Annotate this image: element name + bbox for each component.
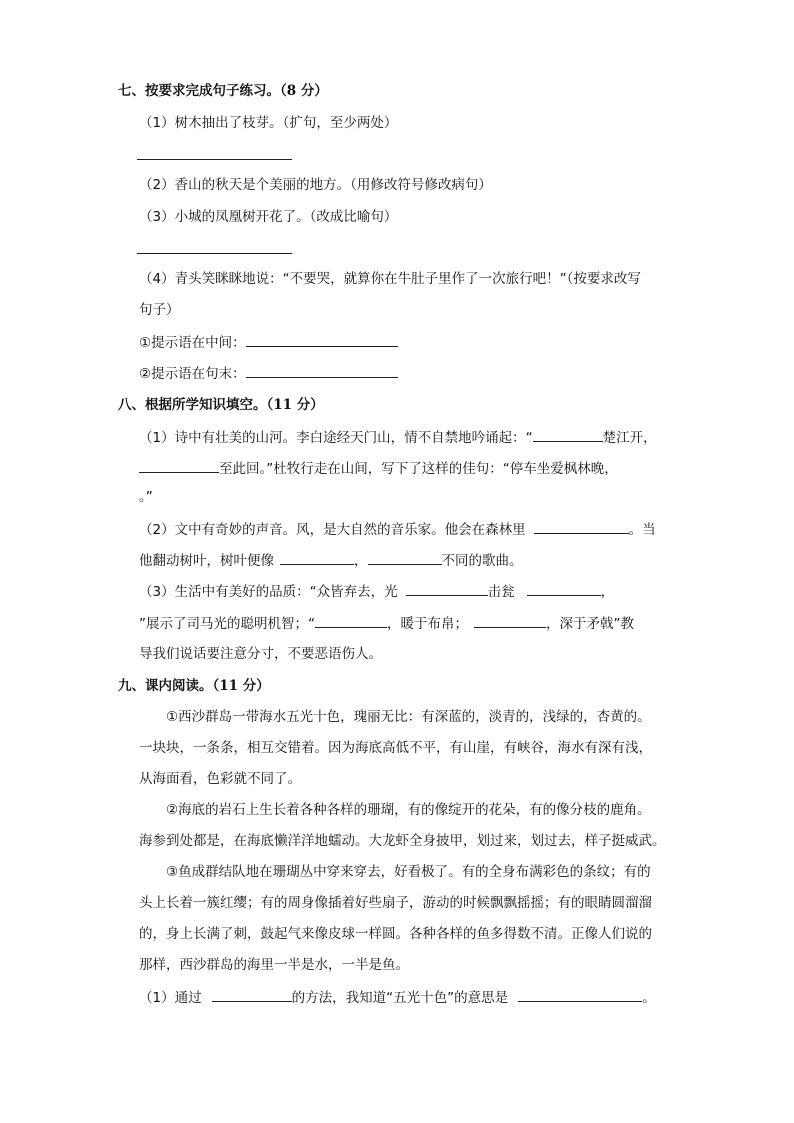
s9-passage-p3-line4: 那样，西沙群岛的海里一半是水，一半是鱼。 (139, 957, 409, 973)
s7-option-1-label: ①提示语在中间： (139, 335, 246, 351)
s7-question-2: （2）香山的秋天是个美丽的地方。（用修改符号修改病句） (139, 177, 492, 193)
s8-q2-blank-1[interactable] (534, 519, 629, 534)
s9-q1-blank-2[interactable] (518, 987, 642, 1002)
s9-q1-blank-1[interactable] (212, 987, 292, 1002)
s9-q1-text-b: 的方法，我知道“五光十色”的意思是 (291, 990, 509, 1006)
s7-question-4-line1: （4）青头笑眯眯地说：“不要哭，就算你在牛肚子里作了一次旅行吧！”（按要求改写 (139, 271, 641, 287)
s8-q1-text-c: 至此回。”杜牧行走在山间，写下了这样的佳句：“停车坐爱枫林晚， (219, 461, 618, 477)
s8-q3-text-c: ， (600, 584, 615, 600)
s9-passage-p3-line1: ③鱼成群结队地在珊瑚丛中穿来穿去，好看极了。有的全身布满彩色的条纹；有的 (166, 864, 651, 880)
section-9-heading: 九、课内阅读。（11 分） (118, 678, 270, 694)
s8-q2-line1 (139, 519, 656, 540)
s7-question-1: （1）树木抽出了枝芽。（扩句，至少两处） (139, 115, 398, 131)
s8-q3-blank-3[interactable] (315, 613, 387, 628)
s8-q3-line1 (139, 581, 614, 602)
s8-q2-text-c: 他翻动树叶，树叶便像 (139, 553, 274, 569)
s8-q2-text-e: 不同的歌曲。 (441, 553, 523, 569)
s8-q3-text-b: 击瓮 (487, 584, 515, 600)
section-7-heading: 七、按要求完成句子练习。（8 分） (118, 83, 328, 99)
s8-q2-text-d: ， (354, 553, 368, 569)
s8-q2-blank-3[interactable] (368, 550, 442, 565)
s8-q3-blank-4[interactable] (474, 613, 546, 628)
s8-q2-text-b: 。当 (628, 522, 656, 538)
s9-passage-p1-line2: 一块块，一条条，相互交错着。因为海底高低不平，有山崖，有峡谷，海水有深有浅， (139, 740, 652, 756)
s8-q3-line2 (139, 613, 634, 634)
s9-passage-p3-line3: 的，身上长满了刺，鼓起气来像皮球一样圆。各种各样的鱼多得数不清。正像人们说的 (139, 926, 652, 942)
s9-q1-text-a: （1）通过 (139, 990, 202, 1006)
s9-passage-p2-line2: 海参到处都是，在海底懒洋洋地蠕动。大龙虾全身披甲，划过来，划过去，样子挺威武。 (139, 833, 666, 849)
s8-q3-line3: 导我们说话要注意分寸，不要恶语伤人。 (139, 646, 382, 662)
s8-q3-text-a: （3）生活中有美好的品质：“众皆弃去，光 (139, 584, 398, 600)
s8-q1-line2 (139, 458, 618, 479)
s8-q3-text-e: ，暖于布帛； (387, 616, 468, 632)
s7-option-2-blank[interactable] (246, 363, 398, 378)
s9-q1-text-c: 。 (642, 990, 656, 1006)
s9-passage-p1-line3: 从海面看，色彩就不同了。 (139, 771, 301, 787)
s7-option-1-blank[interactable] (246, 332, 398, 347)
s8-q2-blank-2[interactable] (280, 550, 354, 565)
s7-question-4-line2: 句子） (139, 302, 180, 318)
s8-q1-blank-2[interactable] (139, 458, 219, 473)
s9-question-1 (139, 987, 656, 1008)
s8-q1-text-a: （1）诗中有壮美的山河。李白途经天门山，情不自禁地吟诵起：“ (139, 430, 533, 446)
s8-q1-line3: 。” (139, 489, 153, 505)
s9-passage-p1-line1: ①西沙群岛一带海水五光十色，瑰丽无比：有深蓝的，淡青的，浅绿的，杏黄的。 (166, 709, 651, 725)
s8-q2-text-a: （2）文中有奇妙的声音。风，是大自然的音乐家。他会在森林里 (139, 522, 526, 538)
s7-question-3: （3）小城的凤凰树开花了。（改成比喻句） (139, 209, 398, 225)
s7-option-2 (139, 363, 398, 384)
s8-q2-line2 (139, 550, 523, 571)
s7-option-2-label: ②提示语在句末： (139, 366, 246, 382)
s9-passage-p2-line1: ②海底的岩石上生长着各种各样的珊瑚，有的像绽开的花朵，有的像分枝的鹿角。 (166, 802, 651, 818)
s7-option-1 (139, 332, 398, 353)
section-8-heading: 八、根据所学知识填空。（11 分） (118, 397, 324, 413)
s8-q1-line1 (139, 427, 657, 448)
s8-q1-text-b: 楚江开， (602, 430, 657, 446)
s8-q3-text-d: ”展示了司马光的聪明机智；“ (139, 616, 315, 632)
s8-q3-text-f: ，深于矛戟”教 (546, 616, 634, 632)
s9-passage-p3-line2: 头上长着一簇红缨；有的周身像插着好些扇子，游动的时候飘飘摇摇；有的眼睛圆溜溜 (139, 895, 652, 911)
s7-q1-answer-line[interactable] (137, 159, 292, 160)
s8-q1-blank-1[interactable] (533, 427, 603, 442)
s8-q3-blank-2[interactable] (527, 581, 601, 596)
s7-q3-answer-line[interactable] (137, 253, 292, 254)
s8-q3-blank-1[interactable] (406, 581, 488, 596)
